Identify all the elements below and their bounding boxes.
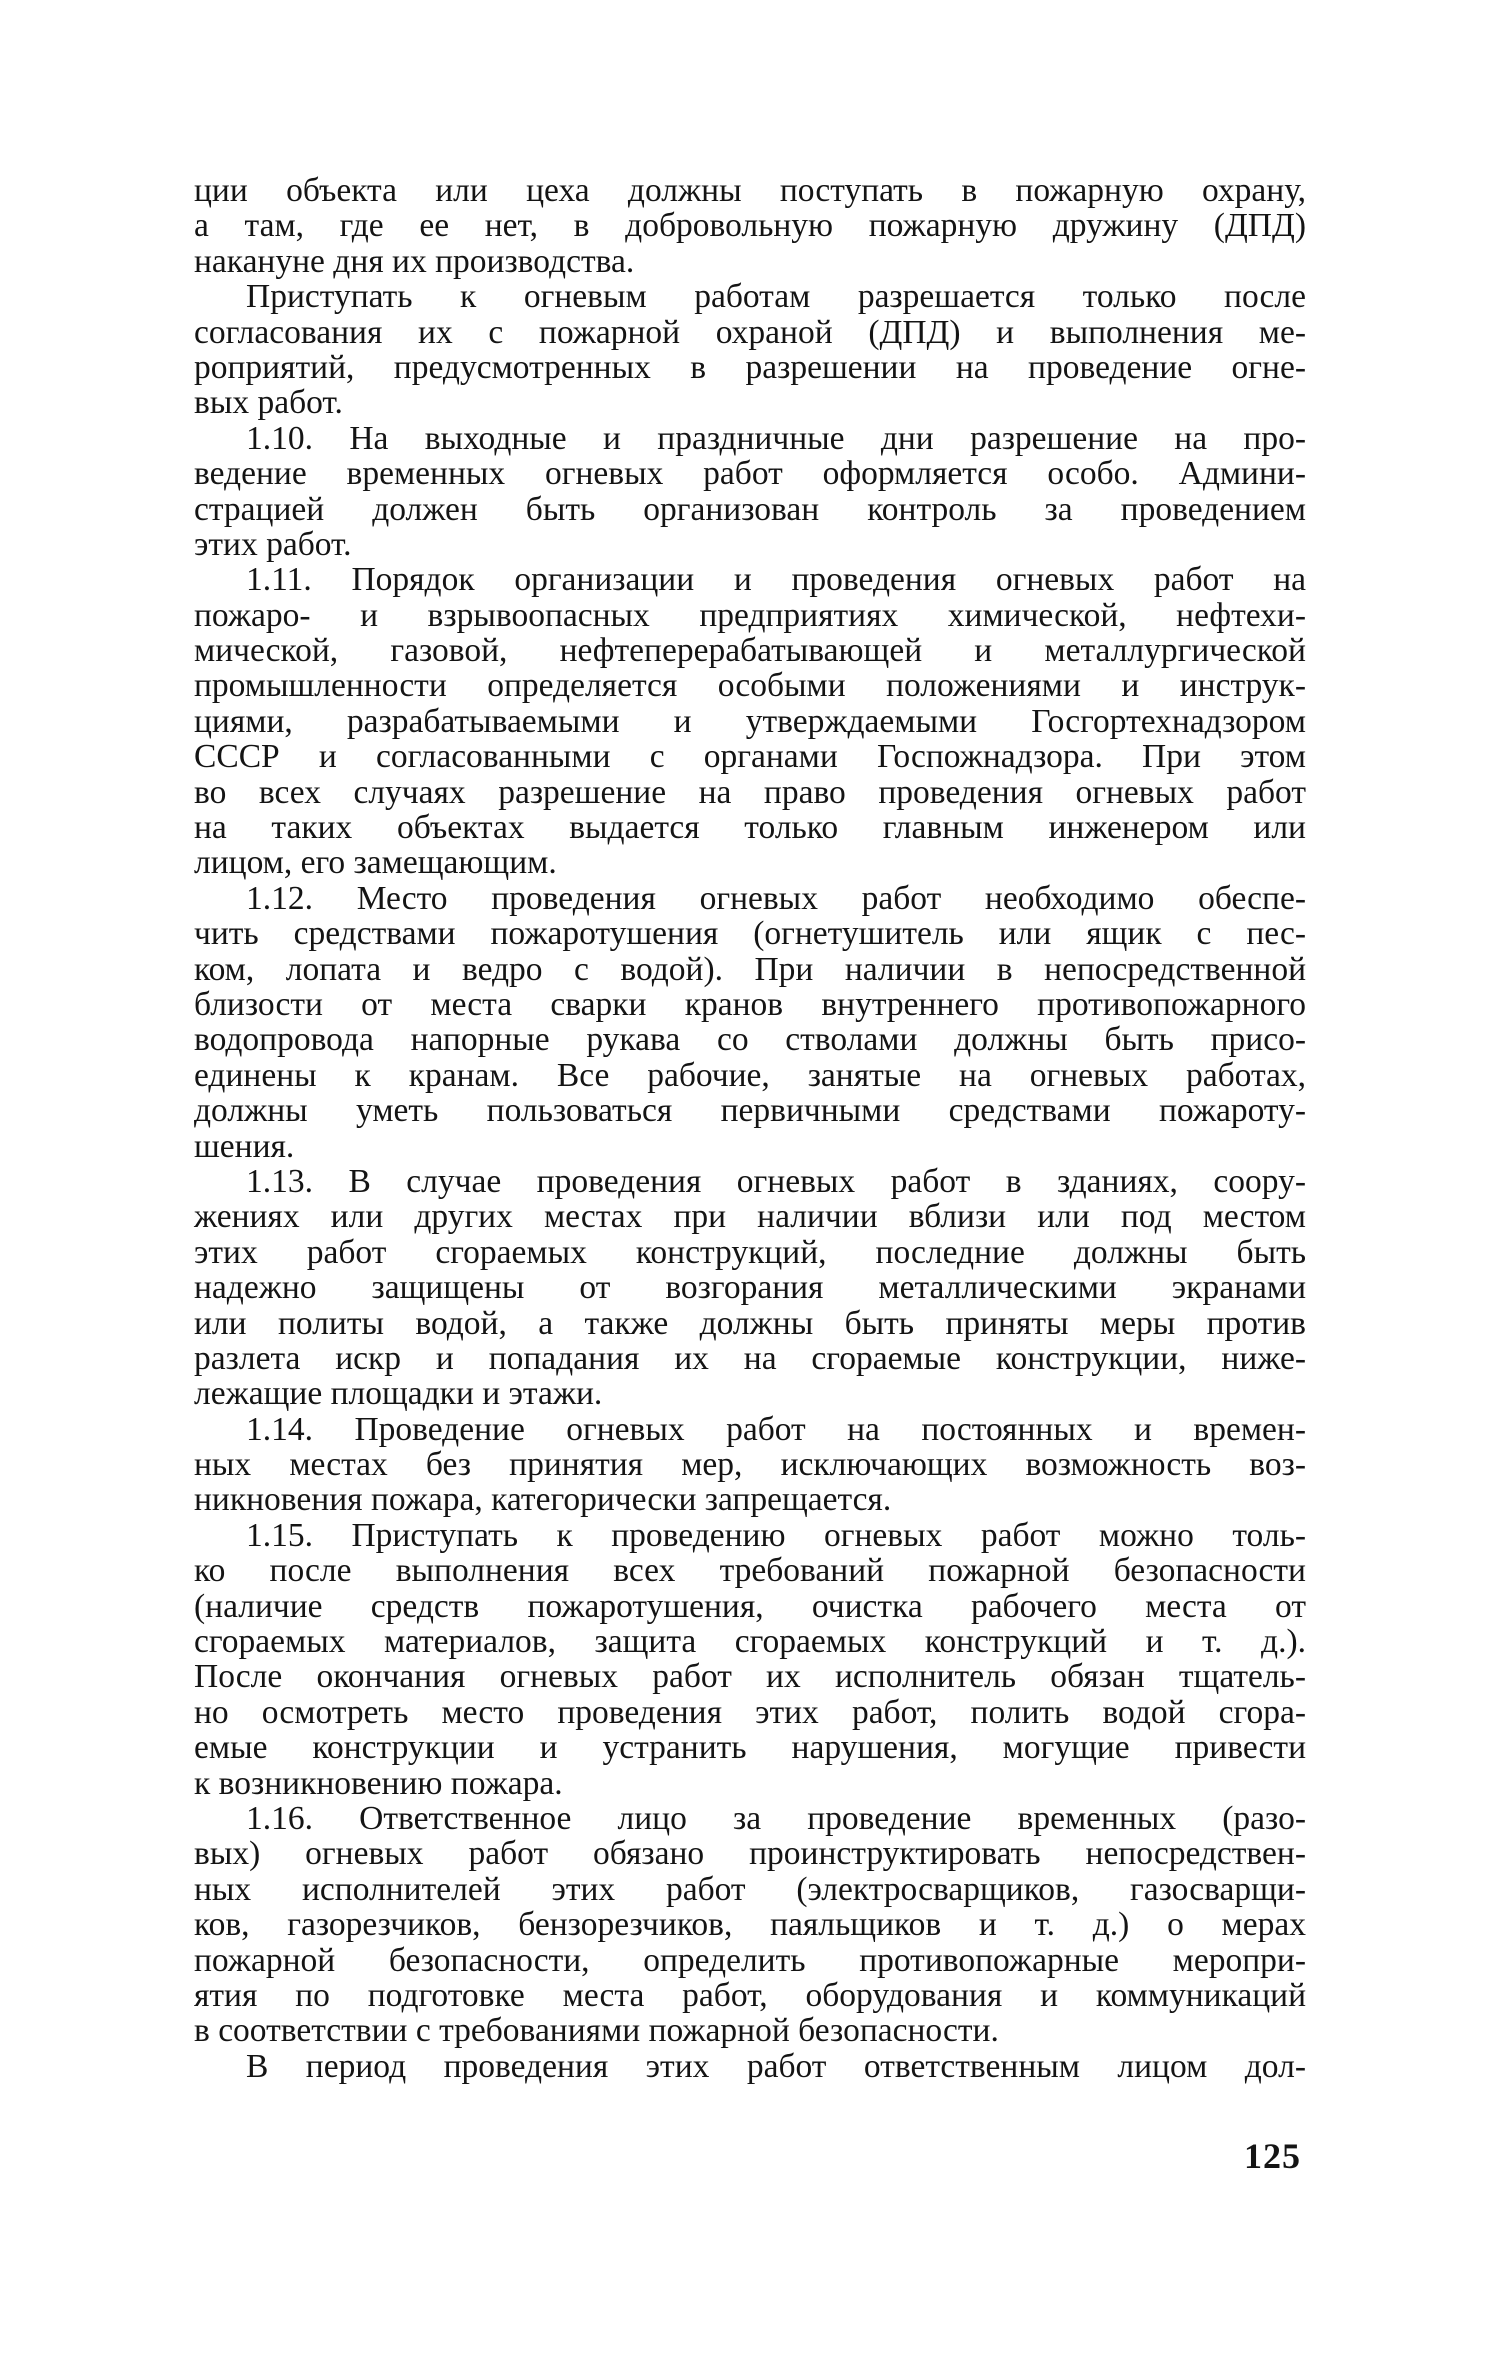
text-line: роприятий, предусмотренных в разрешении на проведение огне- [194,348,1306,386]
text-line: никновения пожара, категорически запрещается. [194,1481,892,1519]
text-line: 1.15. Приступать к проведению огневых работ можно толь- [246,1516,1306,1554]
text-line: близости от места сварки кранов внутреннего противопожарного [194,985,1306,1023]
text-line: емые конструкции и устранить нарушения, могущие привести [194,1729,1306,1767]
text-line: ных исполнителей этих работ (электросварщиков, газосварщи- [194,1870,1306,1908]
text-line: единены к кранам. Все рабочие, занятые на огневых работах, [194,1056,1306,1094]
text-line: вых работ. [194,384,343,422]
text-line: вых) огневых работ обязано проинструктировать непосредствен- [194,1835,1306,1873]
text-line: лицом, его замещающим. [194,844,557,882]
text-line: СССР и согласованными с органами Госпожнадзора. При этом [194,738,1306,776]
text-line: промышленности определяется особыми положениями и инструк- [194,667,1306,705]
text-line: После окончания огневых работ их исполнитель обязан тщатель- [194,1658,1306,1696]
text-line: согласования их с пожарной охраной (ДПД) и выполнения ме- [194,313,1306,351]
page-body [194,173,1306,2084]
text-line: мической, газовой, нефтеперерабатывающей и металлургической [194,632,1306,670]
text-line: 1.16. Ответственное лицо за проведение временных (разо- [246,1799,1306,1837]
text-line: в соответствии с требованиями пожарной безопасности. [194,2012,999,2050]
text-line: пожарной безопасности, определить противопожарные меропри- [194,1941,1306,1979]
text-line: ко после выполнения всех требований пожарной безопасности [194,1552,1306,1590]
text-line: этих работ сгораемых конструкций, последние должны быть [194,1233,1306,1271]
text-line: жениях или других местах при наличии вблизи или под местом [194,1198,1306,1236]
text-line: или политы водой, а также должны быть приняты меры против [194,1304,1306,1342]
text-line: во всех случаях разрешение на право проведения огневых работ [194,773,1306,811]
text-line: ков, газорезчиков, бензорезчиков, паяльщиков и т. д.) о мерах [194,1906,1306,1944]
text-line: Приступать к огневым работам разрешается только после [246,278,1306,316]
text-line: этих работ. [194,525,352,563]
text-line: ных местах без принятия мер, исключающих возможность воз- [194,1446,1306,1484]
text-line: на таких объектах выдается только главным инженером или [194,809,1306,847]
text-line: ведение временных огневых работ оформляется особо. Админи- [194,455,1306,493]
text-line: лежащие площадки и этажи. [194,1375,603,1413]
text-line: накануне дня их производства. [194,242,635,280]
text-line: пожаро- и взрывоопасных предприятиях химической, нефтехи- [194,596,1306,634]
text-line: ции объекта или цеха должны поступать в пожарную охрану, [194,172,1306,209]
text-line: сгораемых материалов, защита сгораемых конструкций и т. д.). [194,1623,1306,1661]
text-line: циями, разрабатываемыми и утверждаемыми Госгортехнадзором [194,702,1306,740]
text-line: 1.14. Проведение огневых работ на постоянных и времен- [246,1410,1306,1448]
text-line: 1.11. Порядок организации и проведения огневых работ на [246,561,1306,599]
text-line: 1.13. В случае проведения огневых работ в зданиях, соору- [246,1162,1306,1200]
page-number: 125 [1244,2136,1301,2176]
text-line: надежно защищены от возгорания металлическими экранами [194,1269,1306,1307]
text-line: ятия по подготовке места работ, оборудования и коммуникаций [194,1976,1306,2014]
text-line: но осмотреть место проведения этих работ, полить водой сгора- [194,1693,1306,1731]
text-line: к возникновению пожара. [194,1764,563,1802]
text-line: разлета искр и попадания их на сгораемые конструкции, ниже- [194,1339,1306,1377]
text-line: должны уметь пользоваться первичными средствами пожароту- [194,1092,1306,1130]
text-line: водопровода напорные рукава со стволами должны быть присо- [194,1021,1306,1059]
text-line: (наличие средств пожаротушения, очистка рабочего места от [194,1587,1306,1625]
text-line: В период проведения этих работ ответственным лицом дол- [246,2047,1306,2085]
text-line: а там, где ее нет, в добровольную пожарную дружину (ДПД) [194,207,1306,245]
text-line: чить средствами пожаротушения (огнетушитель или ящик с пес- [194,915,1306,953]
text-line: страцией должен быть организован контроль за проведением [194,490,1306,528]
text-line: 1.12. Место проведения огневых работ необходимо обеспе- [246,879,1306,917]
text-line: 1.10. На выходные и праздничные дни разрешение на про- [246,419,1306,457]
text-line: ком, лопата и ведро с водой). При наличии в непосредственной [194,950,1306,988]
text-line: шения. [194,1127,295,1165]
